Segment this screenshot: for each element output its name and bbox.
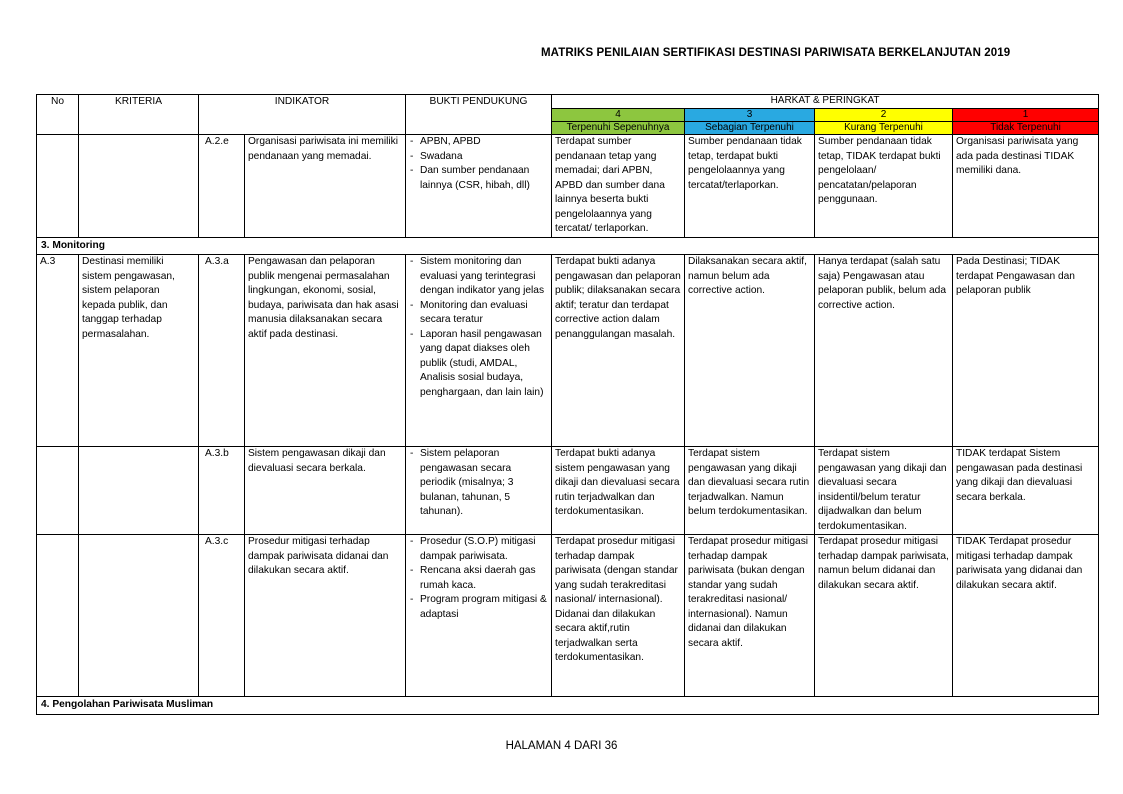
document-title: MATRIKS PENILAIAN SERTIFIKASI DESTINASI PARIWISATA BERKELANJUTAN 2019 — [541, 47, 1011, 59]
page-number: HALAMAN 4 DARI 36 — [505, 740, 618, 752]
header-indikator: INDIKATOR — [199, 95, 406, 135]
cell-no — [37, 135, 79, 238]
level-1-number: 1 — [953, 109, 1099, 122]
cell-kriteria: Destinasi memiliki sistem pengawasan, sistem pelaporan kepada publik, dan tanggap terhadap permasalahan. — [79, 255, 199, 447]
cell-level-1: Organisasi pariwisata yang ada pada destinasi TIDAK memiliki dana. — [953, 135, 1099, 238]
cell-level-2: Sumber pendanaan tidak tetap, TIDAK terdapat bukti pengelolaan/ pencatatan/pelaporan penggunaan. — [815, 135, 953, 238]
cell-indikator: Organisasi pariwisata ini memiliki pendanaan yang memadai. — [245, 135, 406, 238]
cell-code: A.3.a — [199, 255, 245, 447]
bukti-item: - Sistem pelaporan pengawasan secara periodik (misalnya; 3 bulanan, tahunan, 5 tahunan). — [420, 447, 548, 520]
section-row — [37, 697, 1099, 715]
cell-code: A.3.b — [199, 447, 245, 535]
cell-level-3: Terdapat sistem pengawasan yang dikaji dan dievaluasi secara rutin terjadwalkan. Namun belum terdokumentasikan. — [685, 447, 815, 535]
table-row — [37, 447, 1099, 535]
cell-indikator: Pengawasan dan pelaporan publik mengenai permasalahan lingkungan, ekonomi, sosial, budaya, pariwisata dan hak asasi manusia dilaksanakan secara aktif pada destinasi. — [245, 255, 406, 447]
cell-bukti — [406, 255, 552, 447]
bukti-item: - Monitoring dan evaluasi secara teratur — [420, 299, 548, 328]
cell-level-3: Terdapat prosedur mitigasi terhadap dampak pariwisata (bukan dengan standar yang sudah terakreditasi nasional/ internasional). Namun didanai dan dilakukan secara aktif. — [685, 535, 815, 697]
cell-level-4: Terdapat bukti adanya pengawasan dan pelaporan publik; dilaksanakan secara aktif; teratur dan terdapat corrective action dalam penanggulangan masalah. — [552, 255, 685, 447]
cell-level-3: Dilaksanakan secara aktif, namun belum ada corrective action. — [685, 255, 815, 447]
cell-no — [37, 535, 79, 697]
bukti-item: - Rencana aksi daerah gas rumah kaca. — [420, 564, 548, 593]
cell-kriteria — [79, 535, 199, 697]
section-title-monitoring: 3. Monitoring — [37, 237, 1099, 255]
header-harkat-peringkat: HARKAT & PERINGKAT — [552, 95, 1099, 109]
header-kriteria: KRITERIA — [79, 95, 199, 135]
bukti-item: - Laporan hasil pengawasan yang dapat diakses oleh publik (studi, AMDAL, Analisis sosial budaya, penghargaan, dan lain lain) — [420, 328, 548, 401]
section-row — [37, 237, 1099, 255]
assessment-matrix-table — [36, 94, 1099, 715]
level-4-label: Terpenuhi Sepenuhnya — [552, 122, 685, 135]
cell-level-1: TIDAK terdapat Sistem pengawasan pada destinasi yang dikaji dan dievaluasi secara berkala. — [953, 447, 1099, 535]
level-3-number: 3 — [685, 109, 815, 122]
level-3-label: Sebagian Terpenuhi — [685, 122, 815, 135]
cell-bukti — [406, 447, 552, 535]
cell-level-4: Terdapat bukti adanya sistem pengawasan yang dikaji dan dievaluasi secara rutin terjadwalkan dan terdokumentasikan. — [552, 447, 685, 535]
cell-level-4: Terdapat prosedur mitigasi terhadap dampak pariwisata (dengan standar yang sudah terakreditasi nasional/ internasional). Didanai dan dilakukan secara aktif,rutin terjadwalkan serta terdokumentasikan. — [552, 535, 685, 697]
cell-level-4: Terdapat sumber pendanaan tetap yang memadai; dari APBN, APBD dan sumber dana lainnya beserta bukti pengelolaannya yang tercatat/ terlaporkan. — [552, 135, 685, 238]
cell-level-2: Terdapat prosedur mitigasi terhadap dampak pariwisata, namun belum didanai dan dilakukan secara aktif. — [815, 535, 953, 697]
cell-bukti — [406, 535, 552, 697]
table-row — [37, 535, 1099, 697]
cell-kriteria — [79, 447, 199, 535]
cell-level-2: Terdapat sistem pengawasan yang dikaji dan dievaluasi secara insidentil/belum teratur dijadwalkan dan belum terdokumentasikan. — [815, 447, 953, 535]
cell-level-1: TIDAK Terdapat prosedur mitigasi terhadap dampak pariwisata yang didanai dan dilakukan secara aktif. — [953, 535, 1099, 697]
cell-level-2: Hanya terdapat (salah satu saja) Pengawasan atau pelaporan publik, belum ada corrective action. — [815, 255, 953, 447]
cell-kriteria — [79, 135, 199, 238]
bukti-item: - Swadana — [420, 150, 548, 165]
cell-no — [37, 447, 79, 535]
cell-no: A.3 — [37, 255, 79, 447]
level-1-label: Tidak Terpenuhi — [953, 122, 1099, 135]
bukti-item: - APBN, APBD — [420, 135, 548, 150]
cell-level-3: Sumber pendanaan tidak tetap, terdapat bukti pengelolaannya yang tercatat/terlaporkan. — [685, 135, 815, 238]
bukti-item: - Dan sumber pendanaan lainnya (CSR, hibah, dll) — [420, 164, 548, 193]
cell-bukti — [406, 135, 552, 238]
bukti-item: - Sistem monitoring dan evaluasi yang terintegrasi dengan indikator yang jelas — [420, 255, 548, 299]
cell-indikator: Sistem pengawasan dikaji dan dievaluasi secara berkala. — [245, 447, 406, 535]
table-row — [37, 135, 1099, 238]
level-2-label: Kurang Terpenuhi — [815, 122, 953, 135]
table-row — [37, 255, 1099, 447]
level-4-number: 4 — [552, 109, 685, 122]
cell-indikator: Prosedur mitigasi terhadap dampak pariwisata didanai dan dilakukan secara aktif. — [245, 535, 406, 697]
bukti-item: - Prosedur (S.O.P) mitigasi dampak pariwisata. — [420, 535, 548, 564]
header-bukti-pendukung: BUKTI PENDUKUNG — [406, 95, 552, 135]
bukti-item: - Program program mitigasi & adaptasi — [420, 593, 548, 622]
header-no: No — [37, 95, 79, 135]
cell-level-1: Pada Destinasi; TIDAK terdapat Pengawasan dan pelaporan publik — [953, 255, 1099, 447]
section-title-musliman: 4. Pengolahan Pariwisata Musliman — [37, 697, 1099, 715]
cell-code: A.2.e — [199, 135, 245, 238]
cell-code: A.3.c — [199, 535, 245, 697]
level-2-number: 2 — [815, 109, 953, 122]
